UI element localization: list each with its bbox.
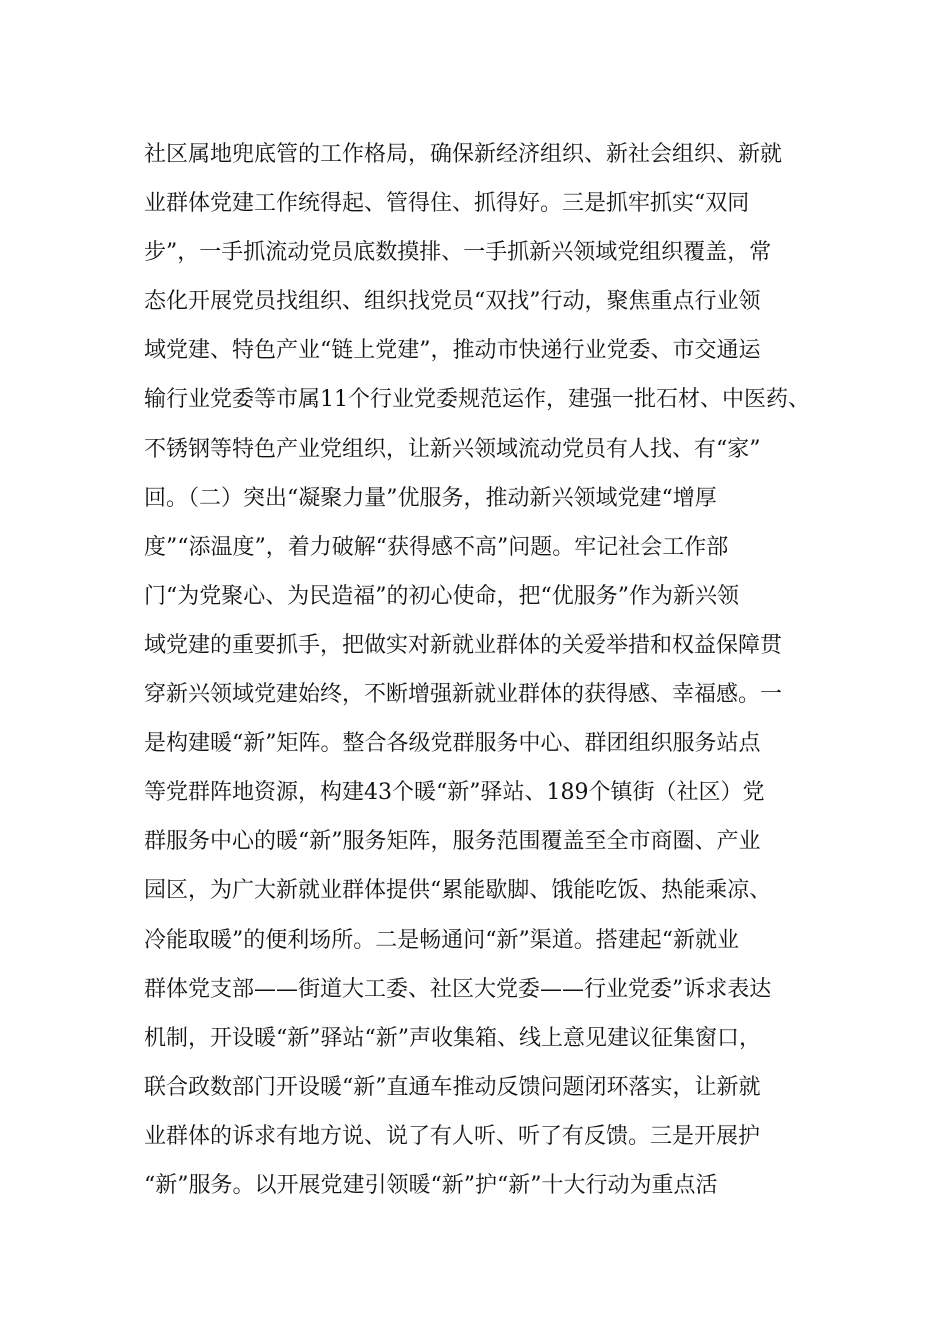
text-line: 业群体的诉求有地方说、说了有人听、听了有反馈。三是开展护 bbox=[144, 1123, 761, 1149]
text-line: 冷能取暖”的便利场所。二是畅通问“新”渠道。搭建起“新就业 bbox=[144, 927, 739, 953]
text-line: 联合政数部门开设暖“新”直通车推动反馈问题闭环落实，让新就 bbox=[144, 1074, 761, 1100]
text-line: 回。（二）突出“凝聚力量”优服务，推动新兴领域党建“增厚 bbox=[144, 485, 717, 511]
text-line: 群体党支部——街道大工委、社区大党委——行业党委”诉求表达 bbox=[144, 976, 772, 1002]
text-line: 等党群阵地资源，构建43个暖“新”驿站、189个镇街（社区）党 bbox=[144, 780, 765, 806]
text-line: 社区属地兜底管的工作格局，确保新经济组织、新社会组织、新就 bbox=[144, 142, 783, 167]
text-line: 度”“添温度”，着力破解“获得感不高”问题。牢记社会工作部 bbox=[144, 534, 729, 560]
text-line: 域党建、特色产业“链上党建”，推动市快递行业党委、市交通运 bbox=[144, 338, 761, 364]
text-line: 态化开展党员找组织、组织找党员“双找”行动，聚焦重点行业领 bbox=[144, 289, 761, 315]
text-line: 不锈钢等特色产业党组织，让新兴领域流动党员有人找、有“家” bbox=[144, 436, 761, 462]
text-line: 业群体党建工作统得起、管得住、抓得好。三是抓牢抓实“双同 bbox=[144, 191, 750, 217]
text-line: 机制，开设暖“新”驿站“新”声收集箱、线上意见建议征集窗口， bbox=[144, 1025, 761, 1051]
text-line: 穿新兴领域党建始终，不断增强新就业群体的获得感、幸福感。一 bbox=[144, 682, 783, 708]
text-line: 步”，一手抓流动党员底数摸排、一手抓新兴领域党组织覆盖，常 bbox=[144, 240, 772, 266]
text-line: 门“为党聚心、为民造福”的初心使命，把“优服务”作为新兴领 bbox=[144, 583, 739, 609]
text-line: 输行业党委等市属11个行业党委规范运作，建强一批石材、中医药、 bbox=[144, 387, 810, 413]
text-line: 园区，为广大新就业群体提供“累能歇脚、饿能吃饭、热能乘凉、 bbox=[144, 878, 772, 904]
text-line: 域党建的重要抓手，把做实对新就业群体的关爱举措和权益保障贯 bbox=[144, 632, 783, 658]
body-text bbox=[144, 130, 844, 1210]
text-line: 是构建暖“新”矩阵。整合各级党群服务中心、群团组织服务站点 bbox=[144, 731, 761, 757]
text-line: 群服务中心的暖“新”服务矩阵，服务范围覆盖至全市商圈、产业 bbox=[144, 829, 761, 855]
text-line: “新”服务。以开展党建引领暖“新”护“新”十大行动为重点活 bbox=[144, 1172, 718, 1198]
